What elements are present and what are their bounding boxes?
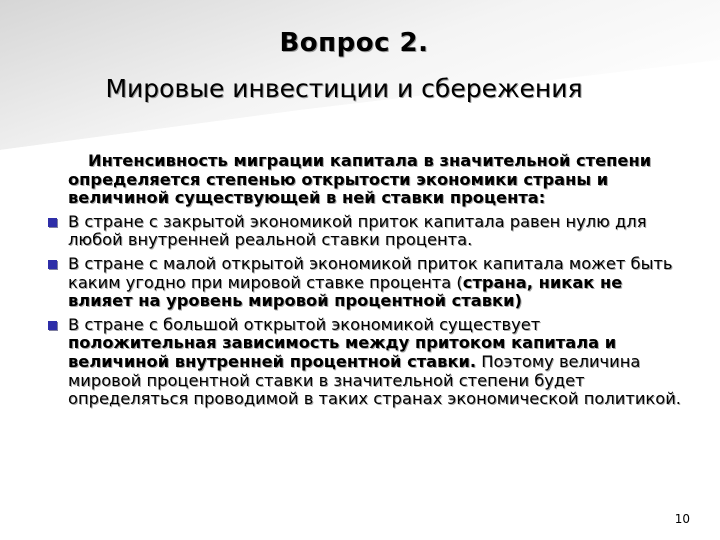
bullet-tail-text: Поэтому величина мировой процентной ставки в значительной степени будет определяться проводимой в таких странах экономической политикой. bbox=[68, 351, 681, 409]
bullet-item bbox=[48, 316, 688, 409]
bullet-square-icon bbox=[48, 321, 57, 330]
bullet-text: В стране с малой открытой экономикой приток капитала может быть каким угодно при мировой ставке процента ( bbox=[68, 253, 673, 292]
page-number: 10 bbox=[674, 512, 690, 526]
bullet-square-icon bbox=[48, 218, 57, 227]
bullet-item bbox=[48, 255, 688, 311]
slide-title: Вопрос 2. bbox=[279, 28, 429, 58]
intro-paragraph: Интенсивность миграции капитала в значительной степени определяется степенью открытости экономики страны и величиной существующей в ней ставки процента: bbox=[68, 151, 652, 208]
bullet-square-icon bbox=[48, 260, 57, 269]
slide-body bbox=[48, 152, 688, 414]
bullet-bold-text: положительная зависимость между притоком капитала и величиной внутренней процентной ставки. bbox=[68, 333, 617, 371]
bullet-bold-text: страна, никак не влияет на уровень мировой процентной ставки) bbox=[68, 272, 623, 311]
slide-subtitle: Мировые инвестиции и сбережения bbox=[105, 74, 583, 103]
bullet-text: В стране с большой открытой экономикой существует bbox=[68, 314, 541, 334]
bullet-text: В стране с закрытой экономикой приток капитала равен нулю для любой внутренней реальной ставки процента. bbox=[68, 211, 647, 250]
bullet-item bbox=[48, 213, 688, 250]
